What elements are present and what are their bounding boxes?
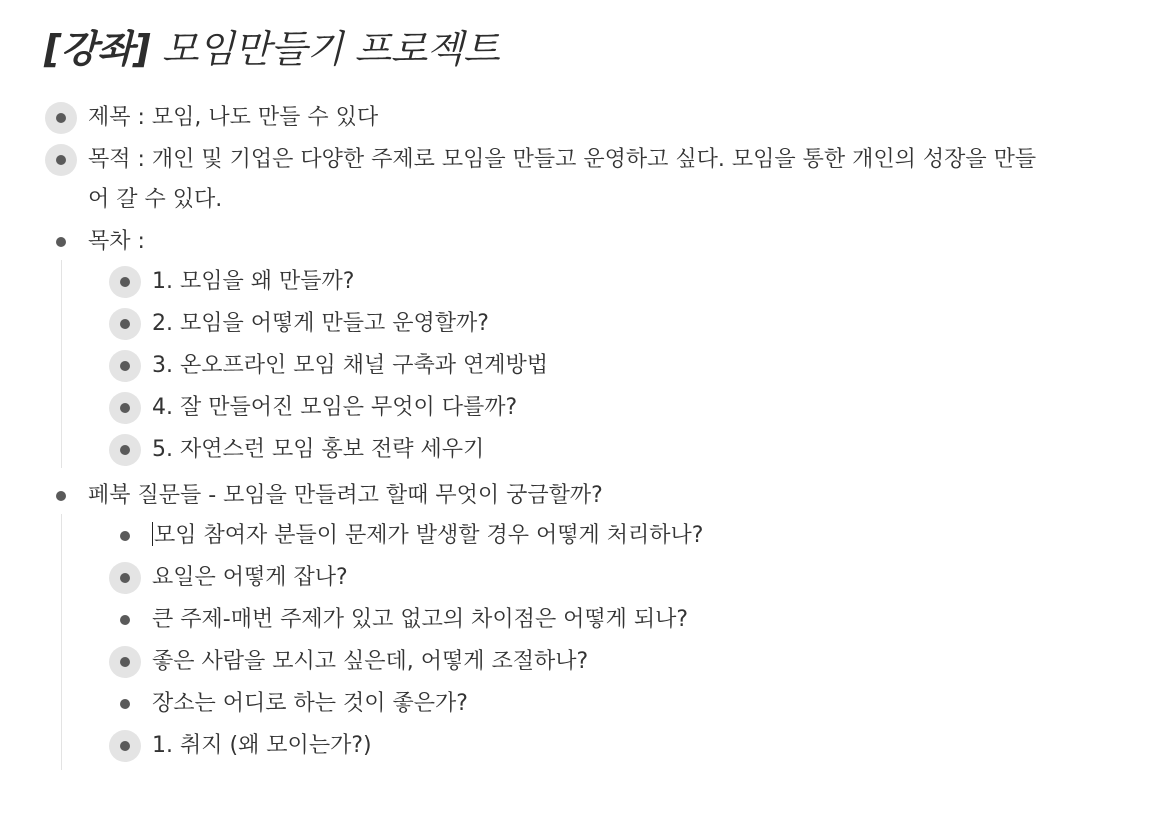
toc-item[interactable] (108, 430, 484, 470)
bullet-icon[interactable] (108, 516, 142, 556)
question-item-text: 장소는 어디로 하는 것이 좋은가? (152, 691, 468, 716)
toc-item[interactable] (108, 262, 354, 302)
list-item-text (88, 140, 1036, 220)
list-item-purpose[interactable] (44, 140, 1036, 220)
list-item-toc[interactable] (44, 222, 145, 262)
toc-item-text: 5. 자연스런 모임 홍보 전략 세우기 (152, 437, 485, 462)
question-item-text: 큰 주제-매번 주제가 있고 없고의 차이점은 어떻게 되나? (152, 607, 689, 632)
bullet-icon[interactable] (44, 98, 78, 138)
bullet-icon[interactable] (108, 346, 142, 386)
bullet-icon[interactable] (108, 430, 142, 470)
list-item-questions[interactable] (44, 476, 603, 516)
question-item-text: 좋은 사람을 모시고 싶은데, 어떻게 조절하나? (152, 649, 589, 674)
bullet-icon[interactable] (44, 222, 78, 262)
page-title (44, 18, 499, 73)
text-cursor (152, 522, 153, 546)
bullet-icon[interactable] (108, 642, 142, 682)
indent-guide (61, 514, 62, 770)
page-title-tag: [강좌] (44, 27, 151, 71)
toc-item-text: 3. 온오프라인 모임 채널 구축과 연계방법 (152, 353, 548, 378)
toc-item[interactable] (108, 304, 489, 344)
bullet-icon[interactable] (108, 304, 142, 344)
question-item[interactable] (108, 558, 348, 598)
list-item-subject[interactable] (44, 98, 378, 138)
indent-guide (61, 260, 62, 468)
toc-item-text: 2. 모임을 어떻게 만들고 운영할까? (152, 311, 489, 336)
list-item-text: 제목 : 모임, 나도 만들 수 있다 (88, 105, 379, 130)
bullet-icon[interactable] (44, 476, 78, 516)
question-item[interactable] (108, 600, 688, 640)
list-item-text: 페북 질문들 - 모임을 만들려고 할때 무엇이 궁금할까? (88, 483, 603, 508)
purpose-line-1: 목적 : 개인 및 기업은 다양한 주제로 모임을 만들고 운영하고 싶다. 모임을 통한 개인의 성장을 만들 (88, 147, 1037, 172)
bullet-icon[interactable] (108, 726, 142, 766)
question-item[interactable] (108, 642, 588, 682)
question-item-text: 1. 취지 (왜 모이는가?) (152, 733, 372, 758)
bullet-icon[interactable] (108, 388, 142, 428)
question-item[interactable] (108, 726, 372, 766)
question-text: 모임 참여자 분들이 문제가 발생할 경우 어떻게 처리하나? (154, 523, 704, 548)
question-item-text: 요일은 어떻게 잡나? (152, 565, 348, 590)
bullet-icon[interactable] (108, 600, 142, 640)
question-item[interactable] (108, 684, 468, 724)
bullet-icon[interactable] (44, 140, 78, 180)
purpose-line-2: 어 갈 수 있다. (88, 187, 223, 212)
toc-item[interactable] (108, 388, 517, 428)
bullet-icon[interactable] (108, 558, 142, 598)
list-item-text: 목차 : (88, 229, 145, 254)
toc-item[interactable] (108, 346, 548, 386)
toc-item-text: 4. 잘 만들어진 모임은 무엇이 다를까? (152, 395, 518, 420)
bullet-icon[interactable] (108, 684, 142, 724)
page-title-text: 모임만들기 프로젝트 (161, 27, 500, 71)
toc-item-text: 1. 모임을 왜 만들까? (152, 269, 355, 294)
question-item-text[interactable] (152, 516, 703, 556)
bullet-icon[interactable] (108, 262, 142, 302)
question-item[interactable] (108, 516, 703, 556)
